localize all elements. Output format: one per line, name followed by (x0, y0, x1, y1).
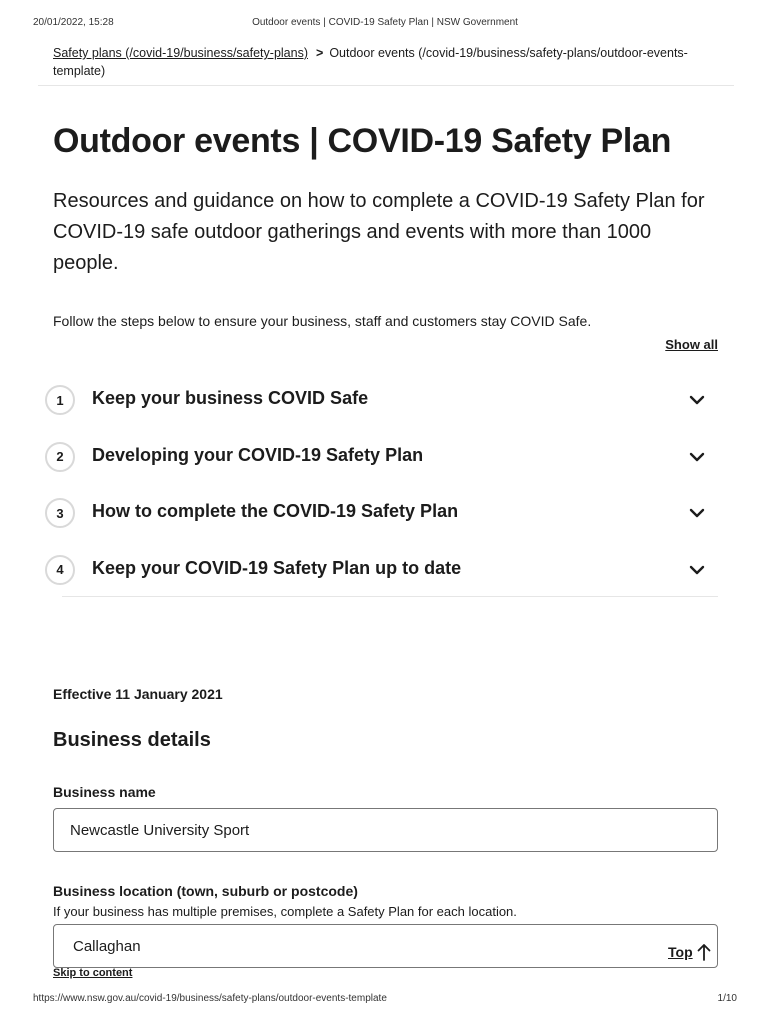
breadcrumb-current: Outdoor events (/covid-19/business/safety-plans/outdoor-events-template) (53, 46, 688, 78)
accordion-item-label: Keep your business COVID Safe (92, 388, 369, 408)
business-location-help: If your business has multiple premises, complete a Safety Plan for each location. (53, 904, 517, 919)
accordion-divider (62, 596, 718, 597)
breadcrumb-link-safety-plans[interactable]: Safety plans (/covid-19/business/safety-plans) (53, 46, 308, 60)
page-intro: Resources and guidance on how to complete a COVID-19 Safety Plan for COVID-19 safe outdoor gatherings and events with more than 1000 people. (53, 190, 705, 274)
print-datetime: 20/01/2022, 15:28 (33, 17, 114, 28)
page-title: Outdoor events | COVID-19 Safety Plan (53, 122, 672, 160)
show-all-button[interactable]: Show all (665, 337, 718, 352)
chevron-down-icon[interactable] (688, 448, 706, 466)
print-header (0, 17, 770, 31)
chevron-down-icon[interactable] (688, 561, 706, 579)
accordion-item-label: Developing your COVID-19 Safety Plan (92, 444, 424, 465)
arrow-up-icon (697, 943, 711, 961)
breadcrumb-separator-icon: > (316, 46, 324, 60)
accordion-item-4[interactable] (45, 542, 718, 599)
print-page-title: Outdoor events | COVID-19 Safety Plan | NSW Government (252, 17, 518, 28)
steps-accordion (45, 372, 718, 598)
step-number-badge: 3 (45, 498, 75, 528)
effective-date: Effective 11 January 2021 (53, 686, 223, 702)
business-location-label: Business location (town, suburb or postcode) (53, 883, 358, 899)
steps-intro-text: Follow the steps below to ensure your business, staff and customers stay COVID Safe. (53, 313, 592, 329)
back-to-top-label: Top (668, 944, 693, 960)
business-location-input[interactable] (53, 924, 718, 968)
accordion-item-label: How to complete the COVID-19 Safety Plan (92, 501, 459, 521)
accordion-item-2[interactable] (45, 429, 718, 486)
business-name-input[interactable] (53, 808, 718, 852)
accordion-item-1[interactable] (45, 372, 718, 429)
print-footer (0, 993, 770, 1007)
print-url: https://www.nsw.gov.au/covid-19/business/safety-plans/outdoor-events-template (33, 993, 387, 1004)
business-name-label: Business name (53, 784, 156, 800)
accordion-item-label: Keep your COVID-19 Safety Plan up to date (92, 557, 462, 578)
header-divider (38, 85, 734, 86)
step-number-badge: 1 (45, 385, 75, 415)
business-details-heading: Business details (53, 729, 211, 751)
print-page-number: 1/10 (717, 993, 737, 1004)
accordion-item-3[interactable] (45, 485, 718, 542)
step-number-badge: 2 (45, 442, 75, 472)
back-to-top-button[interactable] (668, 943, 711, 961)
step-number-badge: 4 (45, 555, 75, 585)
skip-to-content-link[interactable]: Skip to content (53, 967, 133, 979)
breadcrumb (53, 44, 693, 80)
chevron-down-icon[interactable] (688, 504, 706, 522)
chevron-down-icon[interactable] (688, 391, 706, 409)
